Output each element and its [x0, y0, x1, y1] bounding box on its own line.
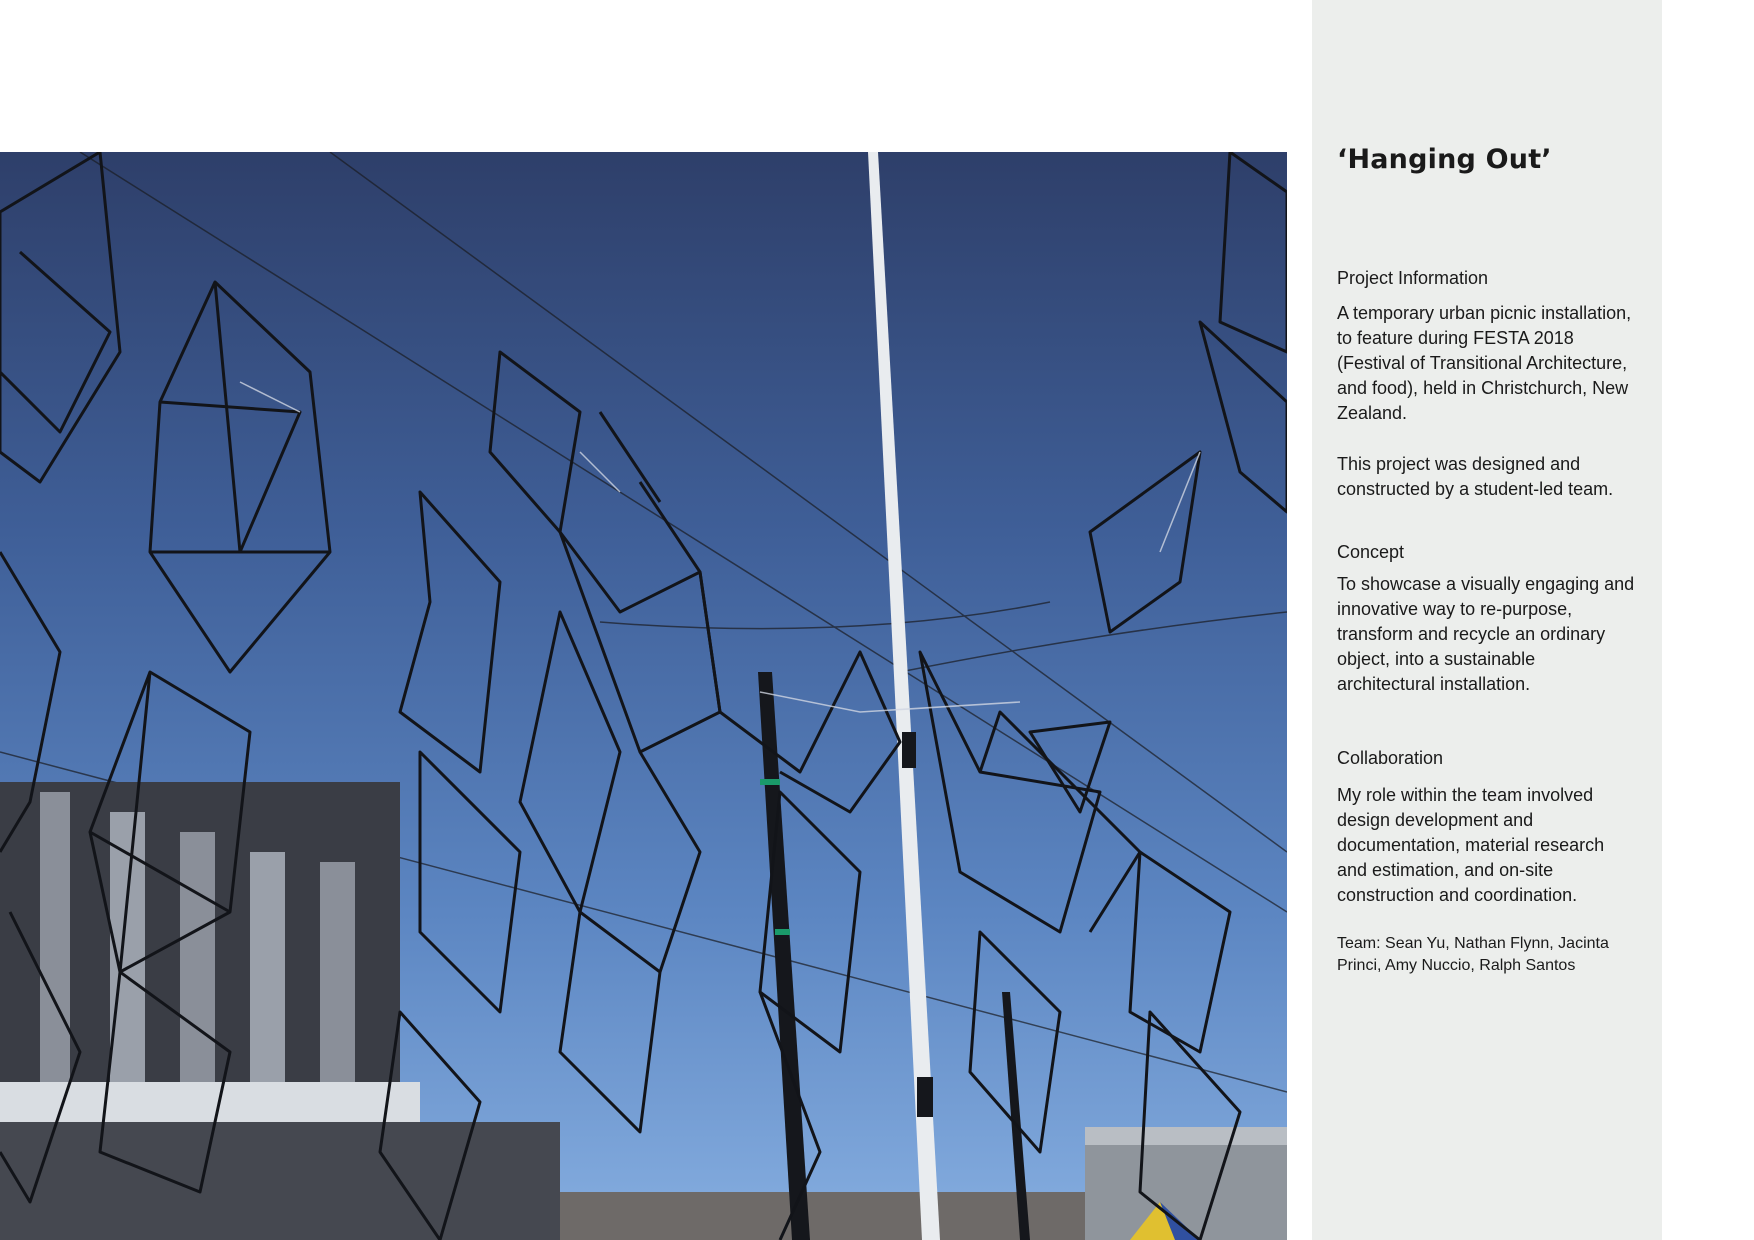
black-pole — [758, 672, 810, 1240]
project-information-heading: Project Information — [1337, 268, 1489, 288]
photo-illustration — [0, 152, 1287, 1240]
collaboration-heading: Collaboration — [1337, 748, 1444, 768]
ground — [560, 1192, 1085, 1240]
project-title: ‘Hanging Out’ — [1337, 144, 1552, 175]
team-members: Team: Sean Yu, Nathan Flynn, Jacinta Princi, Amy Nuccio, Ralph Santos — [1337, 935, 1609, 974]
concept-text: To showcase a visually engaging and innovative way to re-purpose, transform and recycle an ordinary object, into a sustainable architectural installation. — [1337, 574, 1635, 694]
collaboration-text: My role within the team involved design development and documentation, material research and estimation, and on-site construction and coordination. — [1337, 785, 1605, 905]
wire-highlights — [240, 382, 1200, 712]
building-left — [0, 782, 560, 1240]
project-team-note: This project was designed and constructed by a student-led team. — [1337, 454, 1614, 499]
building-right — [1085, 1127, 1287, 1240]
installation-photo — [0, 152, 1287, 1240]
project-sidebar — [1312, 0, 1662, 1240]
concept-heading: Concept — [1337, 542, 1405, 562]
project-information-text: A temporary urban picnic installation, to feature during FESTA 2018 (Festival of Transitional Architecture, and food), held in Christchurch, New Zealand. — [1337, 303, 1632, 423]
